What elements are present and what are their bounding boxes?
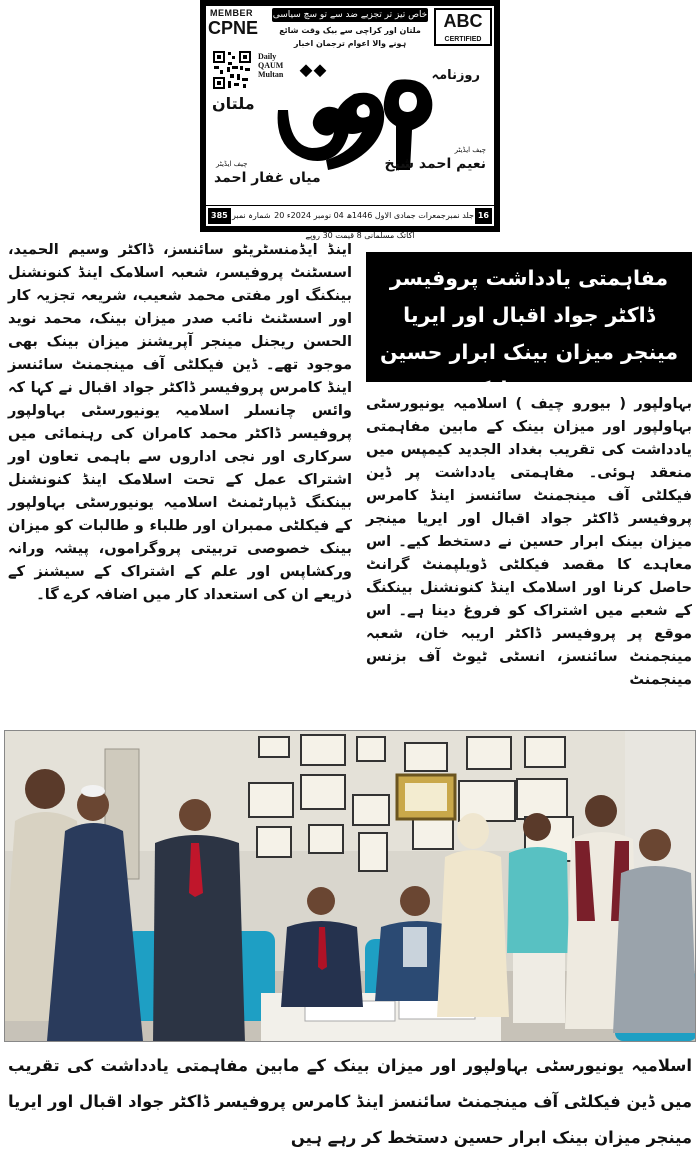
- qr-code-icon: [212, 50, 252, 90]
- article-headline: مفاہمتی یادداشت پروفیسر ڈاکٹر جواد اقبال اور ایریا مینجر میزان بینک ابرار حسین نے دستخط کیے: [379, 266, 679, 401]
- rozname-label: روزنامہ: [431, 68, 480, 83]
- cpne-label: CPNE: [208, 18, 259, 38]
- news-photo: [4, 730, 696, 1042]
- daily-label: Daily: [258, 52, 277, 61]
- tagline: خاص تیز تر تجزیے ضد سے تو سچ سیاسی: [272, 10, 428, 20]
- article-right-column: بہاولپور ( بیورو چیف ) اسلامیہ یونیورسٹی بہاولپور اور میزان بینک کے مابین مفاہمتی یادداشت کی تقریب بغداد الجدید کیمپس میں منعقد ہوئی۔ مفاہمتی یادداشت پر ڈین فیکلٹی آف مینجمنٹ سائنسز اینڈ کامرس پروفیسر ڈاکٹر جواد اقبال اور ایریا مینجر میزان بینک ابرار حسین نے دستخط کیے۔ اس معاہدے کا مقصد فیکلٹی ڈویلپمنٹ گرانٹ حاصل کرنا اور اسلامک اینڈ کنونشنل بینکنگ کے شعبے میں اشتراک کو فروغ دینا ہے۔ اس موقع پر پروفیسر ڈاکٹر اریبہ خان، شعبہ مینجمنٹ سائنسز، انسٹی ٹیوٹ آف بزنس مینجمنٹ: [366, 395, 692, 688]
- issue-info-bar: [206, 205, 494, 240]
- article-left-column: اینڈ ایڈمنسٹریٹو سائنسز، ڈاکٹر وسیم الحمید، اسسٹنٹ پروفیسر، شعبہ اسلامک اینڈ کنونشنل بینکنگ اور مفتی محمد شعیب، شریعہ تجزیہ کار اور اسسٹنٹ نائب صدر میزان بینک، محمد نوید الحسن ریجنل مینجر آپریشنز میزان بینک بھی موجود تھے۔ ڈین فیکلٹی آف مینجمنٹ سائنسز اینڈ کامرس پروفیسر ڈاکٹر جواد اقبال نے کہا کہ وائس چانسلر اسلامیہ یونیورسٹی بہاولپور پروفیسر ڈاکٹر محمد کامران کی رہنمائی میں سرکاری اور نجی اداروں سے باہمی تعاون اور اشتراک عمل کے تحت اسلامک اینڈ کنونشنل بینکنگ ڈیپارٹمنٹ اسلامیہ یونیورسٹی بہاولپور کے فیکلٹی ممبران اور طلباء و طالبات کو میزان بینک خصوصی تربیتی پروگراموں، پیشہ ورانہ ورکشاپس اور علم کے اشتراک کے سیشنز کے ذریعے ان کی استعداد کار میں اضافہ کرے گا۔: [8, 241, 352, 603]
- issue-number: 385: [208, 208, 231, 224]
- volume-label: جلد نمبر: [445, 211, 474, 220]
- abc-label: ABC: [443, 11, 483, 31]
- editor-name: میاں غفار احمد: [214, 170, 321, 186]
- signing-ceremony-photo: [5, 731, 696, 1042]
- abc-certified-logo: [434, 8, 492, 46]
- photo-caption: اسلامیہ یونیورسٹی بہاولپور اور میزان بینک کے مابین مفاہمتی یادداشت کی تقریب میں ڈین فیکلٹی آف مینجمنٹ سائنسز اینڈ کامرس پروفیسر ڈاکٹر جواد اقبال اور ایریا مینجر میزان بینک ابرار حسین دستخط کر رہے ہیں: [8, 1056, 692, 1147]
- cpne-logo: [208, 8, 268, 46]
- masthead: [200, 0, 500, 240]
- masthead-inner: [206, 6, 494, 240]
- chief-editor-label: چیف ایڈیٹر: [454, 146, 486, 154]
- abc-certified-label: CERTIFIED: [444, 36, 482, 43]
- multan-english-label: Multan: [258, 70, 284, 79]
- date-line: جمعرات جمادی الاول 1446ھ 04 نومبر 2024ء 20 اکاتک مسلمانی 8 قیمت 30 روپے: [274, 211, 446, 240]
- city-label: ملتان: [212, 94, 255, 113]
- volume-number: 16: [475, 208, 492, 224]
- qaum-english-label: QAUM: [258, 61, 284, 70]
- headline-box: [366, 252, 692, 401]
- tagline-sub: ملتان اور کراچی سے بیک وقت شائع ہونے والا اعوام ترجمان اخبار: [279, 26, 421, 48]
- issue-number-label: شمارہ نمبر: [232, 211, 271, 220]
- member-label: MEMBER: [210, 8, 253, 18]
- editor-label: چیف ایڈیٹر: [216, 160, 248, 168]
- chief-editor-name: نعیم احمد شیخ: [384, 156, 486, 172]
